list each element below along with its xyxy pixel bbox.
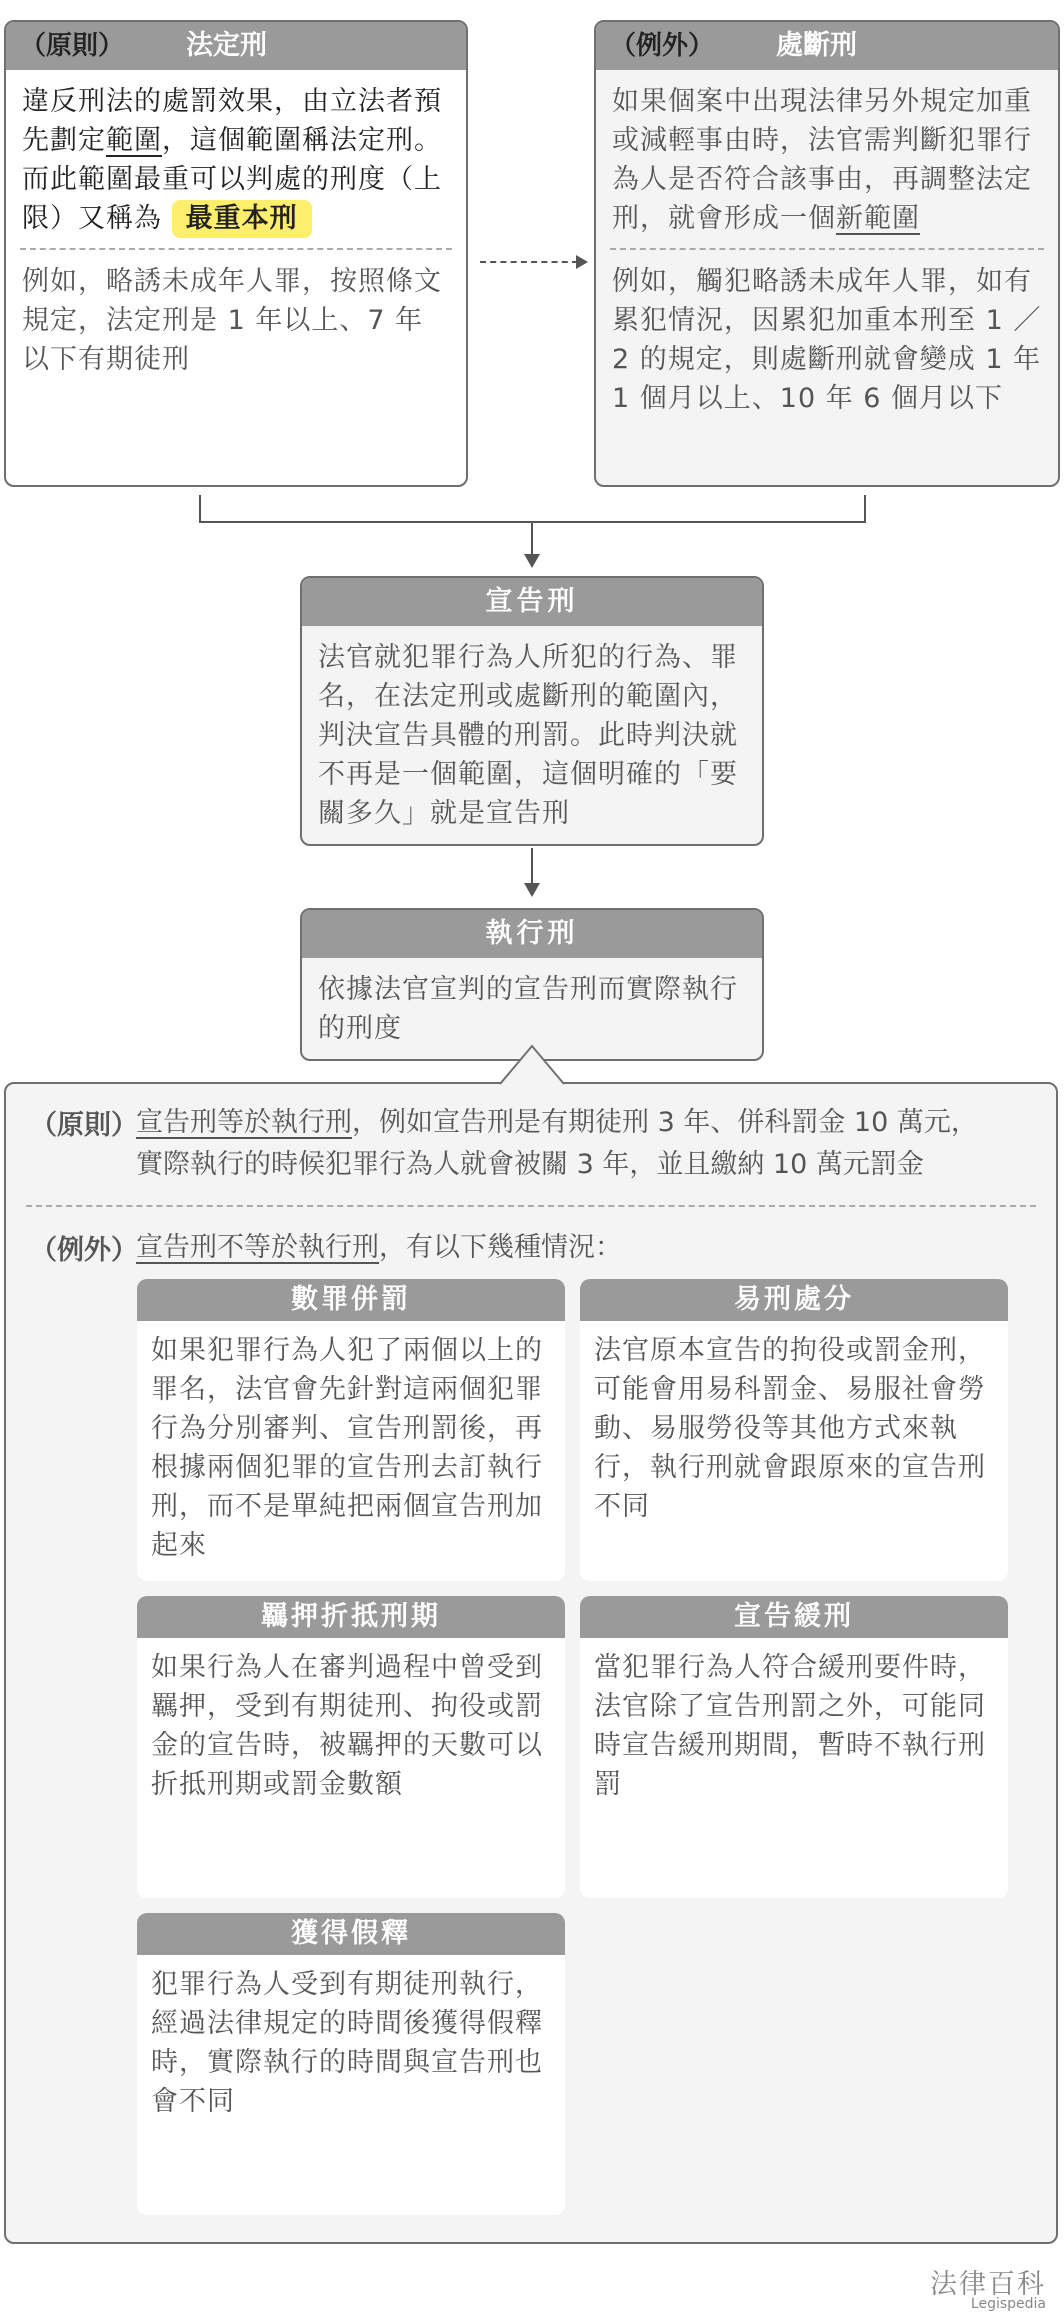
arrowhead-down xyxy=(524,554,540,568)
executed-penalty-box xyxy=(300,908,764,1061)
card-title: 數罪併罰 xyxy=(137,1279,565,1321)
connector-right xyxy=(864,495,866,523)
declared-penalty-box xyxy=(300,576,764,846)
card-probation xyxy=(580,1596,1008,1898)
max-penalty-highlight: 最重本刑 xyxy=(172,200,312,238)
card-detention-credit xyxy=(137,1596,565,1898)
not-equal-underline: 宣告刑不等於執行刑 xyxy=(136,1232,379,1263)
declared-penalty-description: 法官就犯罪行為人所犯的行為、罪名，在法定刑或處斷刑的範圍內，判決宣告具體的刑罰。此時判決就不再是一個範圍，這個明確的「要關多久」就是宣告刑 xyxy=(318,642,738,829)
bottom-principle-line2: 實際執行的時候犯罪行為人就會被關 3 年，並且繳納 10 萬元罰金 xyxy=(136,1149,924,1180)
card-title: 羈押折抵刑期 xyxy=(137,1596,565,1638)
principle-tag: （原則） xyxy=(20,31,125,61)
card-commutation xyxy=(580,1279,1008,1581)
adjudged-penalty-example: 例如，觸犯略誘未成年人罪，如有累犯情況，因累犯加重本刑至 1 ／ 2 的規定，則處斷刑就會變成 1 年 1 個月以上、10 年 6 個月以下 xyxy=(612,266,1042,414)
brand-logo-text: 法律百科 xyxy=(930,2269,1046,2300)
dashed-arrowhead xyxy=(576,255,588,269)
dashed-arrow xyxy=(480,261,578,263)
brand-logo-subtext: Legispedia xyxy=(970,2296,1046,2312)
adjudged-penalty-box xyxy=(594,20,1060,487)
card-title: 易刑處分 xyxy=(580,1279,1008,1321)
bottom-exception-line: 宣告刑不等於執行刑，有以下幾種情況： xyxy=(136,1232,622,1263)
range-underline: 範圍 xyxy=(106,125,162,156)
card-title: 宣告緩刑 xyxy=(580,1596,1008,1638)
exception-tag: （例外） xyxy=(610,31,715,61)
card-text: 法官原本宣告的拘役或罰金刑，可能會用易科罰金、易服社會勞動、易服勞役等其他方式來執行，執行刑就會跟原來的宣告刑不同 xyxy=(594,1335,986,1522)
bottom-principle-line1: 宣告刑等於執行刑，例如宣告刑是有期徒刑 3 年、併科罰金 10 萬元， xyxy=(136,1107,978,1138)
connector-down-2 xyxy=(531,848,533,884)
statutory-penalty-header xyxy=(6,22,466,70)
equal-underline: 宣告刑等於執行刑 xyxy=(136,1107,352,1138)
card-concurrent-sentences xyxy=(137,1279,565,1581)
bottom-exception-tag: （例外） xyxy=(30,1235,138,1266)
bottom-principle-tag: （原則） xyxy=(30,1110,138,1141)
executed-penalty-title: 執行刑 xyxy=(302,910,762,958)
card-text: 犯罪行為人受到有期徒刑執行，經過法律規定的時間後獲得假釋時，實際執行的時間與宣告刑也會不同 xyxy=(151,1969,543,2117)
adjudged-penalty-description: 如果個案中出現法律另外規定加重或減輕事由時，法官需判斷犯罪行為人是否符合該事由，再調整法定刑，就會形成一個新範圍 xyxy=(612,86,1032,234)
statutory-penalty-title: 法定刑 xyxy=(186,30,268,61)
statutory-penalty-description: 違反刑法的處罰效果，由立法者預先劃定範圍，這個範圍稱法定刑。而此範圍最重可以判處的刑度（上限）又稱為 最重本刑 xyxy=(6,70,466,238)
card-text: 當犯罪行為人符合緩刑要件時，法官除了宣告刑罰之外，可能同時宣告緩刑期間，暫時不執行刑罰 xyxy=(594,1652,986,1800)
declared-penalty-title: 宣告刑 xyxy=(302,578,762,626)
new-range-underline: 新範圍 xyxy=(836,203,920,234)
connector-down xyxy=(531,521,533,555)
statutory-penalty-example: 例如，略誘未成年人罪，按照條文規定，法定刑是 1 年以上、7 年以下有期徒刑 xyxy=(22,266,442,375)
card-title: 獲得假釋 xyxy=(137,1913,565,1955)
adjudged-penalty-header xyxy=(596,22,1058,70)
statutory-penalty-box xyxy=(4,20,468,487)
card-text: 如果行為人在審判過程中曾受到羈押，受到有期徒刑、拘役或罰金的宣告時，被羈押的天數可以折抵刑期或罰金數額 xyxy=(151,1652,543,1800)
executed-penalty-description: 依據法官宣判的宣告刑而實際執行的刑度 xyxy=(318,974,738,1044)
adjudged-penalty-title: 處斷刑 xyxy=(776,30,858,61)
card-text: 如果犯罪行為人犯了兩個以上的罪名，法官會先針對這兩個犯罪行為分別審判、宣告刑罰後，再根據兩個犯罪的宣告刑去訂執行刑，而不是單純把兩個宣告刑加起來 xyxy=(151,1335,543,1561)
card-parole xyxy=(137,1913,565,2215)
connector-left xyxy=(199,495,201,523)
panel-pointer xyxy=(500,1044,564,1086)
bottom-dashed-divider xyxy=(26,1205,1036,1207)
arrowhead-down-2 xyxy=(524,883,540,897)
